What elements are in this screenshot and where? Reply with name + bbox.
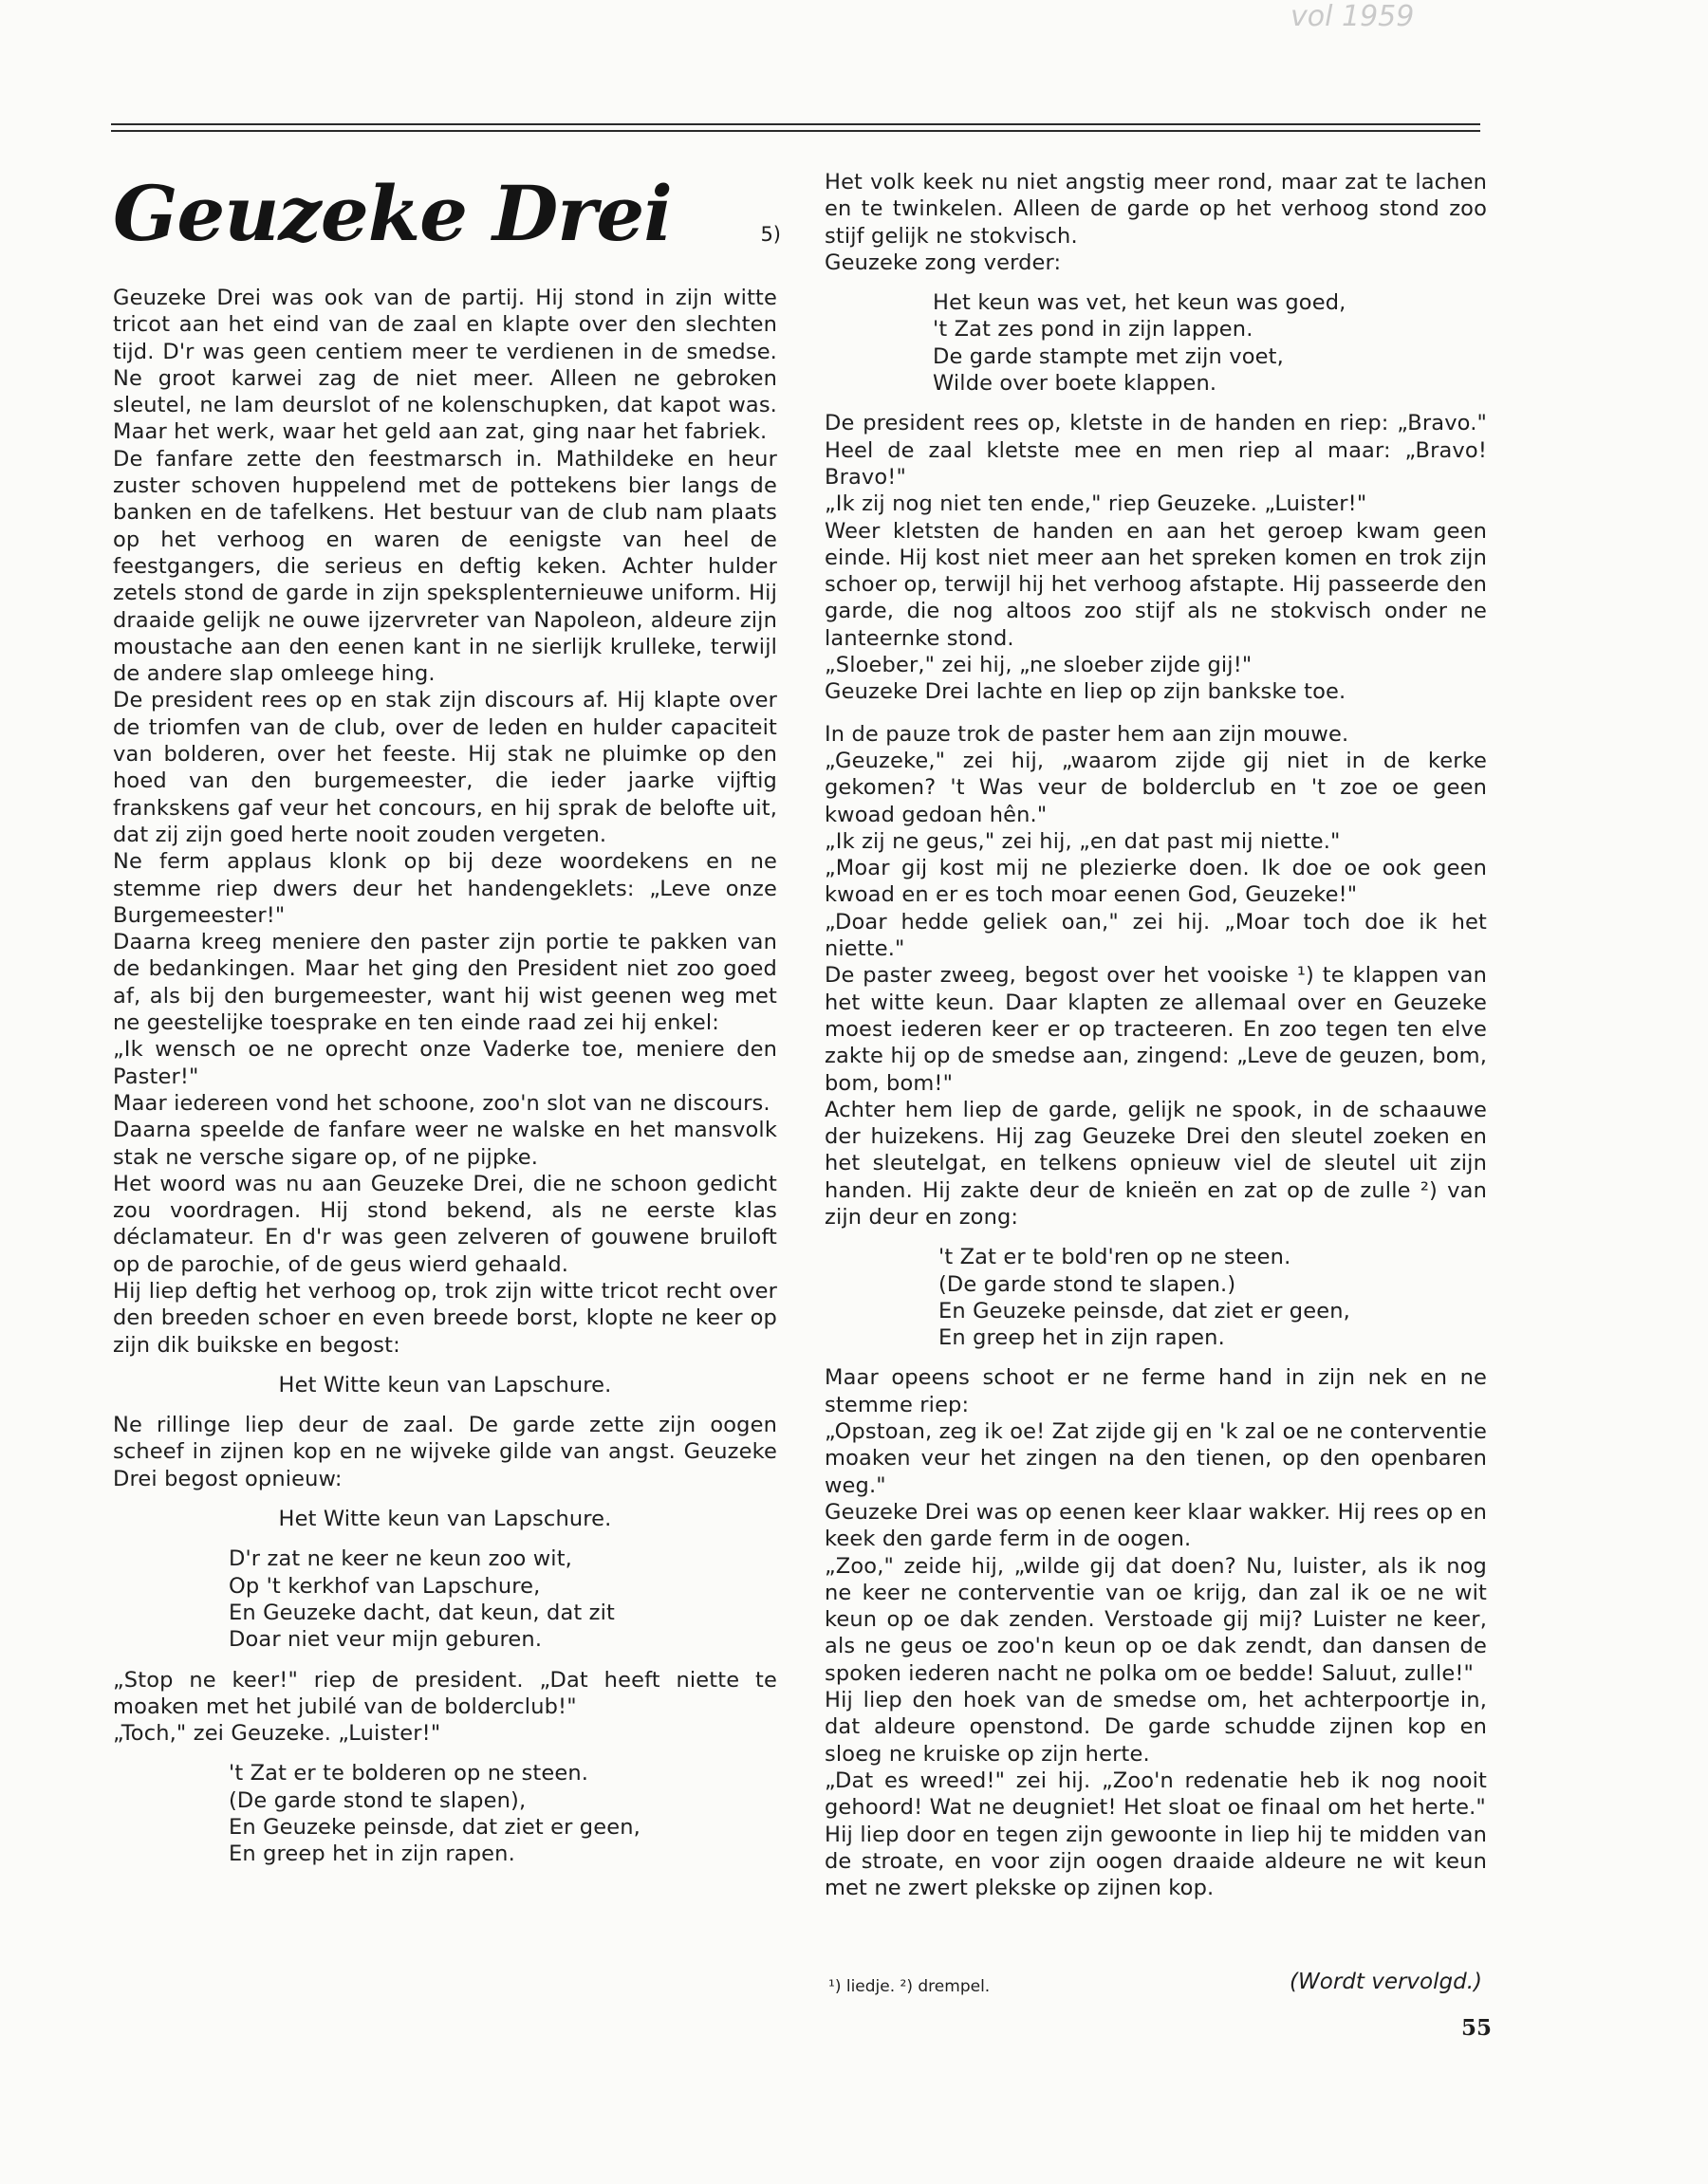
paragraph: „Doar hedde geliek oan," zei hij. „Moar toch doe ik het niette." — [825, 909, 1487, 962]
verse-line: Het keun was vet, het keun was goed, — [933, 290, 1346, 316]
page-number: 55 — [1461, 2015, 1493, 2041]
poem-title: Het Witte keun van Lapschure. — [278, 1372, 612, 1397]
continued-notice: (Wordt vervolgd.) — [1290, 1970, 1482, 1994]
verse-line: En greep het in zijn rapen. — [938, 1325, 1225, 1351]
pencil-corner-mark: vol 1959 — [1290, 0, 1415, 33]
right-column — [825, 169, 1487, 1901]
paragraph: Weer kletsten de handen en aan het geroep kwam geen einde. Hij kost niet meer aan het spreken komen en trok zijn schoer op, terwijl hij het verhoog afstapte. Hij passeerde den garde, die nog altoos zoo stijf als ne stokvisch onder ne lanteernke stond. — [825, 518, 1487, 651]
verse-line: D'r zat ne keer ne keun zoo wit, — [229, 1546, 572, 1572]
part-number: 5) — [760, 223, 781, 246]
footnotes: ¹) liedje. ²) drempel. — [828, 1977, 991, 1996]
paragraph: Geuzeke Drei was ook van de partij. Hij stond in zijn witte tricot aan het eind van de zaal en klapte over den slechten tijd. D'r was geen centiem meer te verdienen in de smedse. Ne groot karwei zag de niet meer. Alleen ne gebroken sleutel, ne lam deurslot of ne kolenschupken, dat kapot was. Maar het werk, waar het geld aan zat, ging naar het fabriek. — [113, 286, 777, 445]
verse-line: Wilde over boete klappen. — [933, 371, 1217, 397]
verse — [113, 1760, 777, 1867]
paragraph: Geuzeke Drei lachte en liep op zijn bankske toe. — [825, 679, 1346, 705]
paragraph: Hij liep den hoek van de smedse om, het achterpoortje in, dat aldeure openstond. De garde schudde zijnen kop en sloeg ne kruiske op zijn herte. — [825, 1688, 1487, 1767]
verse-line: En greep het in zijn rapen. — [229, 1842, 515, 1867]
verse — [825, 1244, 1487, 1351]
verse-line: (De garde stond te slapen), — [229, 1787, 527, 1813]
paragraph: „Ik wensch oe ne oprecht onze Vaderke toe, meniere den Paster!" — [113, 1037, 777, 1089]
paragraph: „Dat es wreed!" zei hij. „Zoo'n redenatie heb ik nog nooit gehoord! Wat ne deugniet! Het sloat oe finaal om het herte." — [825, 1768, 1487, 1821]
paragraph: De paster zweeg, begost over het vooiske ¹) te klappen van het witte keun. Daar klapten ze allemaal over en Geuzeke moest iederen keer er op tracteeren. En zoo tegen ten elve zakte hij op de smedse aan, zingend: „Leve de geuzen, bom, bom, bom!" — [825, 963, 1487, 1096]
paragraph: „Geuzeke," zei hij, „waarom zijde gij niet in de kerke gekomen? 't Was veur de bolderclub en 't zoe oe geen kwoad gedoan hên." — [825, 748, 1487, 827]
paragraph: Geuzeke Drei was op eenen keer klaar wakker. Hij rees op en keek den garde ferm in de oogen. — [825, 1499, 1487, 1552]
paragraph: Ne rillinge liep deur de zaal. De garde zette zijn oogen scheef in zijnen kop en ne wijveke gilde van angst. Geuzeke Drei begost opnieuw: — [113, 1413, 777, 1491]
left-column — [113, 285, 777, 1881]
paragraph: „Sloeber," zei hij, „ne sloeber zijde gij!" — [825, 653, 1253, 678]
page-title: Geuzeke Drei — [113, 169, 672, 258]
paragraph: „Ik zij ne geus," zei hij, „en dat past mij niette." — [825, 828, 1341, 854]
paragraph: De president rees op en stak zijn discours af. Hij klapte over de triomfen van de club, over de leden en hulder capaciteit van bolderen, over het feeste. Hij stak ne pluimke op den hoed van den burgemeester, die ieder jaarke vijftig frankskens gaf veur het concours, en hij sprak de belofte uit, dat zij zijn goed herte nooit zouden vergeten. — [113, 688, 777, 847]
verse-line: 't Zat zes pond in zijn lappen. — [933, 317, 1253, 342]
verse-line: Op 't kerkhof van Lapschure, — [229, 1573, 541, 1599]
header-rule-top — [111, 123, 1480, 125]
paragraph: Daarna kreeg meniere den paster zijn portie te pakken van de bedankingen. Maar het ging den President niet zoo goed af, als bij den burgemeester, want hij wist geenen weg met ne geestelijke toesprake en ten einde raad zei hij enkel: — [113, 930, 777, 1036]
paragraph: „Opstoan, zeg ik oe! Zat zijde gij en 'k zal oe ne conterventie moaken veur het zingen na den tienen, op den openbaren weg." — [825, 1419, 1487, 1498]
paragraph: „Zoo," zeide hij, „wilde gij dat doen? Nu, luister, als ik nog ne keer ne conterventie van oe krijg, dan zal ik oe ne wit keun op oe dak zenden. Verstoade gij mij? Luister ne keer, als ne geus oe zoo'n keun op oe dak zendt, dan dansen de spoken iederen nacht ne polka om oe bedde! Saluut, zulle!" — [825, 1553, 1487, 1686]
paragraph: Achter hem liep de garde, gelijk ne spook, in de schaauwe der huizekens. Hij zag Geuzeke Drei den sleutel zoeken en het sleutelgat, en telkens opnieuw viel de sleutel uit zijn handen. Hij zakte deur de knieën en zat op de zulle ²) van zijn deur en zong: — [825, 1097, 1487, 1230]
paragraph: Hij liep deftig het verhoog op, trok zijn witte tricot recht over den breeden schoer en even breede borst, klopte ne keer op zijn dik buikske en begost: — [113, 1278, 777, 1358]
verse-line: De garde stampte met zijn voet, — [933, 343, 1284, 369]
verse-line: 't Zat er te bold'ren op ne steen. — [938, 1245, 1291, 1270]
verse-line: En Geuzeke peinsde, dat ziet er geen, — [938, 1298, 1350, 1323]
header-rule-bottom — [111, 130, 1480, 132]
verse-line: En Geuzeke peinsde, dat ziet er geen, — [229, 1815, 640, 1841]
verse-line: En Geuzeke dacht, dat keun, dat zit — [229, 1600, 615, 1625]
paragraph: Geuzeke zong verder: — [825, 250, 1062, 275]
paragraph: In de pauze trok de paster hem aan zijn mouwe. — [825, 721, 1349, 747]
verse-line: 't Zat er te bolderen op ne steen. — [229, 1761, 589, 1786]
paragraph: „Ik zij nog niet ten ende," riep Geuzeke. „Luister!" — [825, 491, 1367, 517]
paragraph: De president rees op, kletste in de handen en riep: „Bravo." Heel de zaal kletste mee en men riep al maar: „Bravo! Bravo!" — [825, 411, 1487, 490]
title-block — [113, 166, 781, 270]
paragraph: Maar opeens schoot er ne ferme hand in zijn nek en ne stemme riep: — [825, 1365, 1487, 1417]
paragraph: Daarna speelde de fanfare weer ne walske en het mansvolk stak ne versche sigare op, of ne pijpke. — [113, 1118, 777, 1170]
paragraph: „Toch," zei Geuzeke. „Luister!" — [113, 1721, 441, 1747]
paragraph: Ne ferm applaus klonk op bij deze woordekens en ne stemme riep dwers deur het handengeklets: „Leve onze Burgemeester!" — [113, 849, 777, 928]
paragraph: „Stop ne keer!" riep de president. „Dat heeft niette te moaken met het jubilé van de bolderclub!" — [113, 1667, 777, 1719]
verse — [825, 289, 1487, 397]
paragraph: Maar iedereen vond het schoone, zoo'n slot van ne discours. — [113, 1090, 770, 1116]
verse — [113, 1545, 777, 1653]
poem-title: Het Witte keun van Lapschure. — [278, 1507, 612, 1532]
verse-line: Doar niet veur mijn geburen. — [229, 1627, 543, 1653]
paragraph: Het volk keek nu niet angstig meer rond, maar zat te lachen en te twinkelen. Alleen de garde op het verhoog stond zoo stijf gelijk ne stokvisch. — [825, 170, 1487, 249]
paragraph: „Moar gij kost mij ne plezierke doen. Ik doe oe ook geen kwoad en er es toch moar eenen God, Geuzeke!" — [825, 856, 1487, 908]
paragraph: Hij liep door en tegen zijn gewoonte in liep hij te midden van de stroate, en voor zijn oogen draaide aldeure ne wit keun met ne zwert plekske op zijnen kop. — [825, 1822, 1487, 1901]
verse-line: (De garde stond te slapen.) — [938, 1271, 1236, 1297]
paragraph: De fanfare zette den feestmarsch in. Mathildeke en heur zuster schoven huppelend met de pottekens bier langs de banken en de tafelkens. Het bestuur van de club nam plaats op het verhoog en waren de eenigste van heel de feestgangers, die serieus en deftig keken. Achter hulder zetels stond de garde in zijn speksplenternieuwe uniform. Hij draaide gelijk ne ouwe ijzervreter van Napoleon, aldeure zijn moustache aan den eenen kant in ne sierlijk krulleke, terwijl de andere slap omleege hing. — [113, 446, 777, 687]
paragraph: Het woord was nu aan Geuzeke Drei, die ne schoon gedicht zou voordragen. Hij stond bekend, als ne eerste klas déclamateur. En d'r was geen zelveren of gouwene bruiloft op de parochie, of de geus wierd gehaald. — [113, 1171, 777, 1277]
